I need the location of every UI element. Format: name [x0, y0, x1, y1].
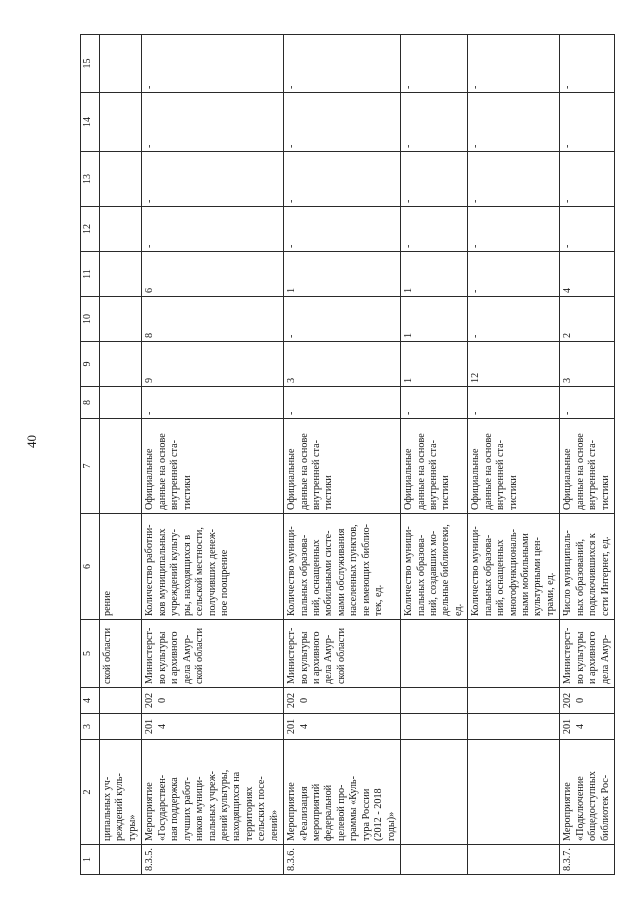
executor: Министерст- во культуры и архивного дела Амур- — [560, 620, 615, 688]
column-header: 15 — [81, 35, 100, 93]
start-year: 2014 — [284, 714, 401, 740]
executor: Министерст- во культуры и архивного дела Амур- ской области — [142, 620, 284, 688]
data-source: Официальные данные на основе внутренней ста- тистики — [468, 419, 560, 514]
end-year: 2020 — [142, 688, 284, 714]
value-col14: - — [560, 93, 615, 152]
value-col11: - — [468, 252, 560, 297]
value-col8: - — [560, 387, 615, 419]
data-source: Официальные данные на основе внутренней ста- тистики — [560, 419, 615, 514]
value-col11 — [100, 252, 142, 297]
executor: Министерст- во культуры и архивного дела Амур- ской области — [284, 620, 401, 688]
value-col15: - — [142, 35, 284, 93]
start-year — [468, 714, 560, 740]
value-col13: - — [468, 152, 560, 207]
column-header: 2 — [81, 740, 100, 845]
value-col15: - — [560, 35, 615, 93]
end-year — [100, 688, 142, 714]
executor — [468, 620, 560, 688]
value-col14 — [100, 93, 142, 152]
indicators-table — [80, 34, 615, 875]
indicator-name: Количество муници- пальных образова- ний, создавших мо- дельные библиотеки, ед. — [401, 514, 468, 620]
value-col9: 3 — [560, 342, 615, 387]
value-col14: - — [142, 93, 284, 152]
value-col15: - — [401, 35, 468, 93]
row-number — [100, 845, 142, 875]
row-number — [401, 845, 468, 875]
value-col8: - — [142, 387, 284, 419]
value-col10: - — [468, 297, 560, 342]
page-number: 40 — [24, 435, 39, 448]
table-body — [100, 35, 615, 875]
data-source: Официальные данные на основе внутренней ста- тистики — [284, 419, 401, 514]
indicator-name: Количество работни- ков муниципальных учреждений культу- ры, находящихся в сельской местности, получивших денеж- ное поощрение — [142, 514, 284, 620]
value-col14: - — [468, 93, 560, 152]
measure-name: ципальных уч- реждений куль- туры» — [100, 740, 142, 845]
value-col13: - — [142, 152, 284, 207]
measure-name: Мероприятие «Реализация мероприятий федеральной целевой про- граммы «Куль- тура России (2012 - 2018 годы)» — [284, 740, 401, 845]
value-col11: 4 — [560, 252, 615, 297]
data-source — [100, 419, 142, 514]
column-header: 10 — [81, 297, 100, 342]
value-col10: 8 — [142, 297, 284, 342]
start-year: 2014 — [560, 714, 615, 740]
row-number: 8.3.7. — [560, 845, 615, 875]
value-col8: - — [468, 387, 560, 419]
column-header: 3 — [81, 714, 100, 740]
value-col9: 9 — [142, 342, 284, 387]
value-col10: 2 — [560, 297, 615, 342]
measure-name: Мероприятие «Государствен- ная поддержка лучших работ- ников муници- пальных учреж- дений культуры, находящихся на территориях сельских посе- лений» — [142, 740, 284, 845]
value-col13: - — [560, 152, 615, 207]
value-col12: - — [142, 207, 284, 252]
value-col14: - — [284, 93, 401, 152]
indicator-name: рение — [100, 514, 142, 620]
column-header: 12 — [81, 207, 100, 252]
value-col11: 1 — [284, 252, 401, 297]
column-header: 1 — [81, 845, 100, 875]
value-col10: 1 — [401, 297, 468, 342]
measure-name — [401, 740, 468, 845]
value-col8: - — [401, 387, 468, 419]
end-year — [468, 688, 560, 714]
value-col11: 6 — [142, 252, 284, 297]
table-row — [284, 35, 401, 875]
row-number — [468, 845, 560, 875]
value-col14: - — [401, 93, 468, 152]
executor: ской области — [100, 620, 142, 688]
data-source: Официальные данные на основе внутренней ста- тистики — [401, 419, 468, 514]
indicator-name: Количество муници- пальных образова- ний, оснащенных мобильными систе- мами обслуживания населенных пунктов, не имеющих библио- тек, ед. — [284, 514, 401, 620]
value-col9 — [100, 342, 142, 387]
value-col15: - — [284, 35, 401, 93]
table-row — [142, 35, 284, 875]
value-col9: 1 — [401, 342, 468, 387]
value-col13 — [100, 152, 142, 207]
start-year — [100, 714, 142, 740]
indicator-name: Количество муници- пальных образова- ний, оснащенных многофункциональ- ными мобильными культурными цен- трами, ед. — [468, 514, 560, 620]
value-col12 — [100, 207, 142, 252]
value-col12: - — [401, 207, 468, 252]
start-year — [401, 714, 468, 740]
value-col9: 12 — [468, 342, 560, 387]
column-header: 7 — [81, 419, 100, 514]
table-row — [468, 35, 560, 875]
column-header: 9 — [81, 342, 100, 387]
indicator-name: Число муниципаль- ных образований, подключившихся к сети Интернет, ед. — [560, 514, 615, 620]
executor — [401, 620, 468, 688]
column-header: 13 — [81, 152, 100, 207]
table-row — [560, 35, 615, 875]
value-col15 — [100, 35, 142, 93]
value-col8: - — [284, 387, 401, 419]
measure-name: Мероприятие «Подключение общедоступных библиотек Рос- — [560, 740, 615, 845]
value-col13: - — [284, 152, 401, 207]
column-header: 5 — [81, 620, 100, 688]
value-col10 — [100, 297, 142, 342]
table-row — [100, 35, 142, 875]
row-number: 8.3.6. — [284, 845, 401, 875]
value-col15: - — [468, 35, 560, 93]
value-col13: - — [401, 152, 468, 207]
row-number: 8.3.5. — [142, 845, 284, 875]
rotated-page — [80, 35, 615, 875]
value-col12: - — [284, 207, 401, 252]
header-row — [81, 35, 100, 875]
end-year — [401, 688, 468, 714]
column-header: 14 — [81, 93, 100, 152]
table-row — [401, 35, 468, 875]
start-year: 2014 — [142, 714, 284, 740]
column-header: 6 — [81, 514, 100, 620]
value-col10: - — [284, 297, 401, 342]
value-col12: - — [468, 207, 560, 252]
column-header: 4 — [81, 688, 100, 714]
value-col11: 1 — [401, 252, 468, 297]
column-header: 8 — [81, 387, 100, 419]
end-year: 2020 — [284, 688, 401, 714]
value-col8 — [100, 387, 142, 419]
value-col9: 3 — [284, 342, 401, 387]
data-source: Официальные данные на основе внутренней ста- тистики — [142, 419, 284, 514]
end-year: 2020 — [560, 688, 615, 714]
column-header: 11 — [81, 252, 100, 297]
measure-name — [468, 740, 560, 845]
value-col12: - — [560, 207, 615, 252]
